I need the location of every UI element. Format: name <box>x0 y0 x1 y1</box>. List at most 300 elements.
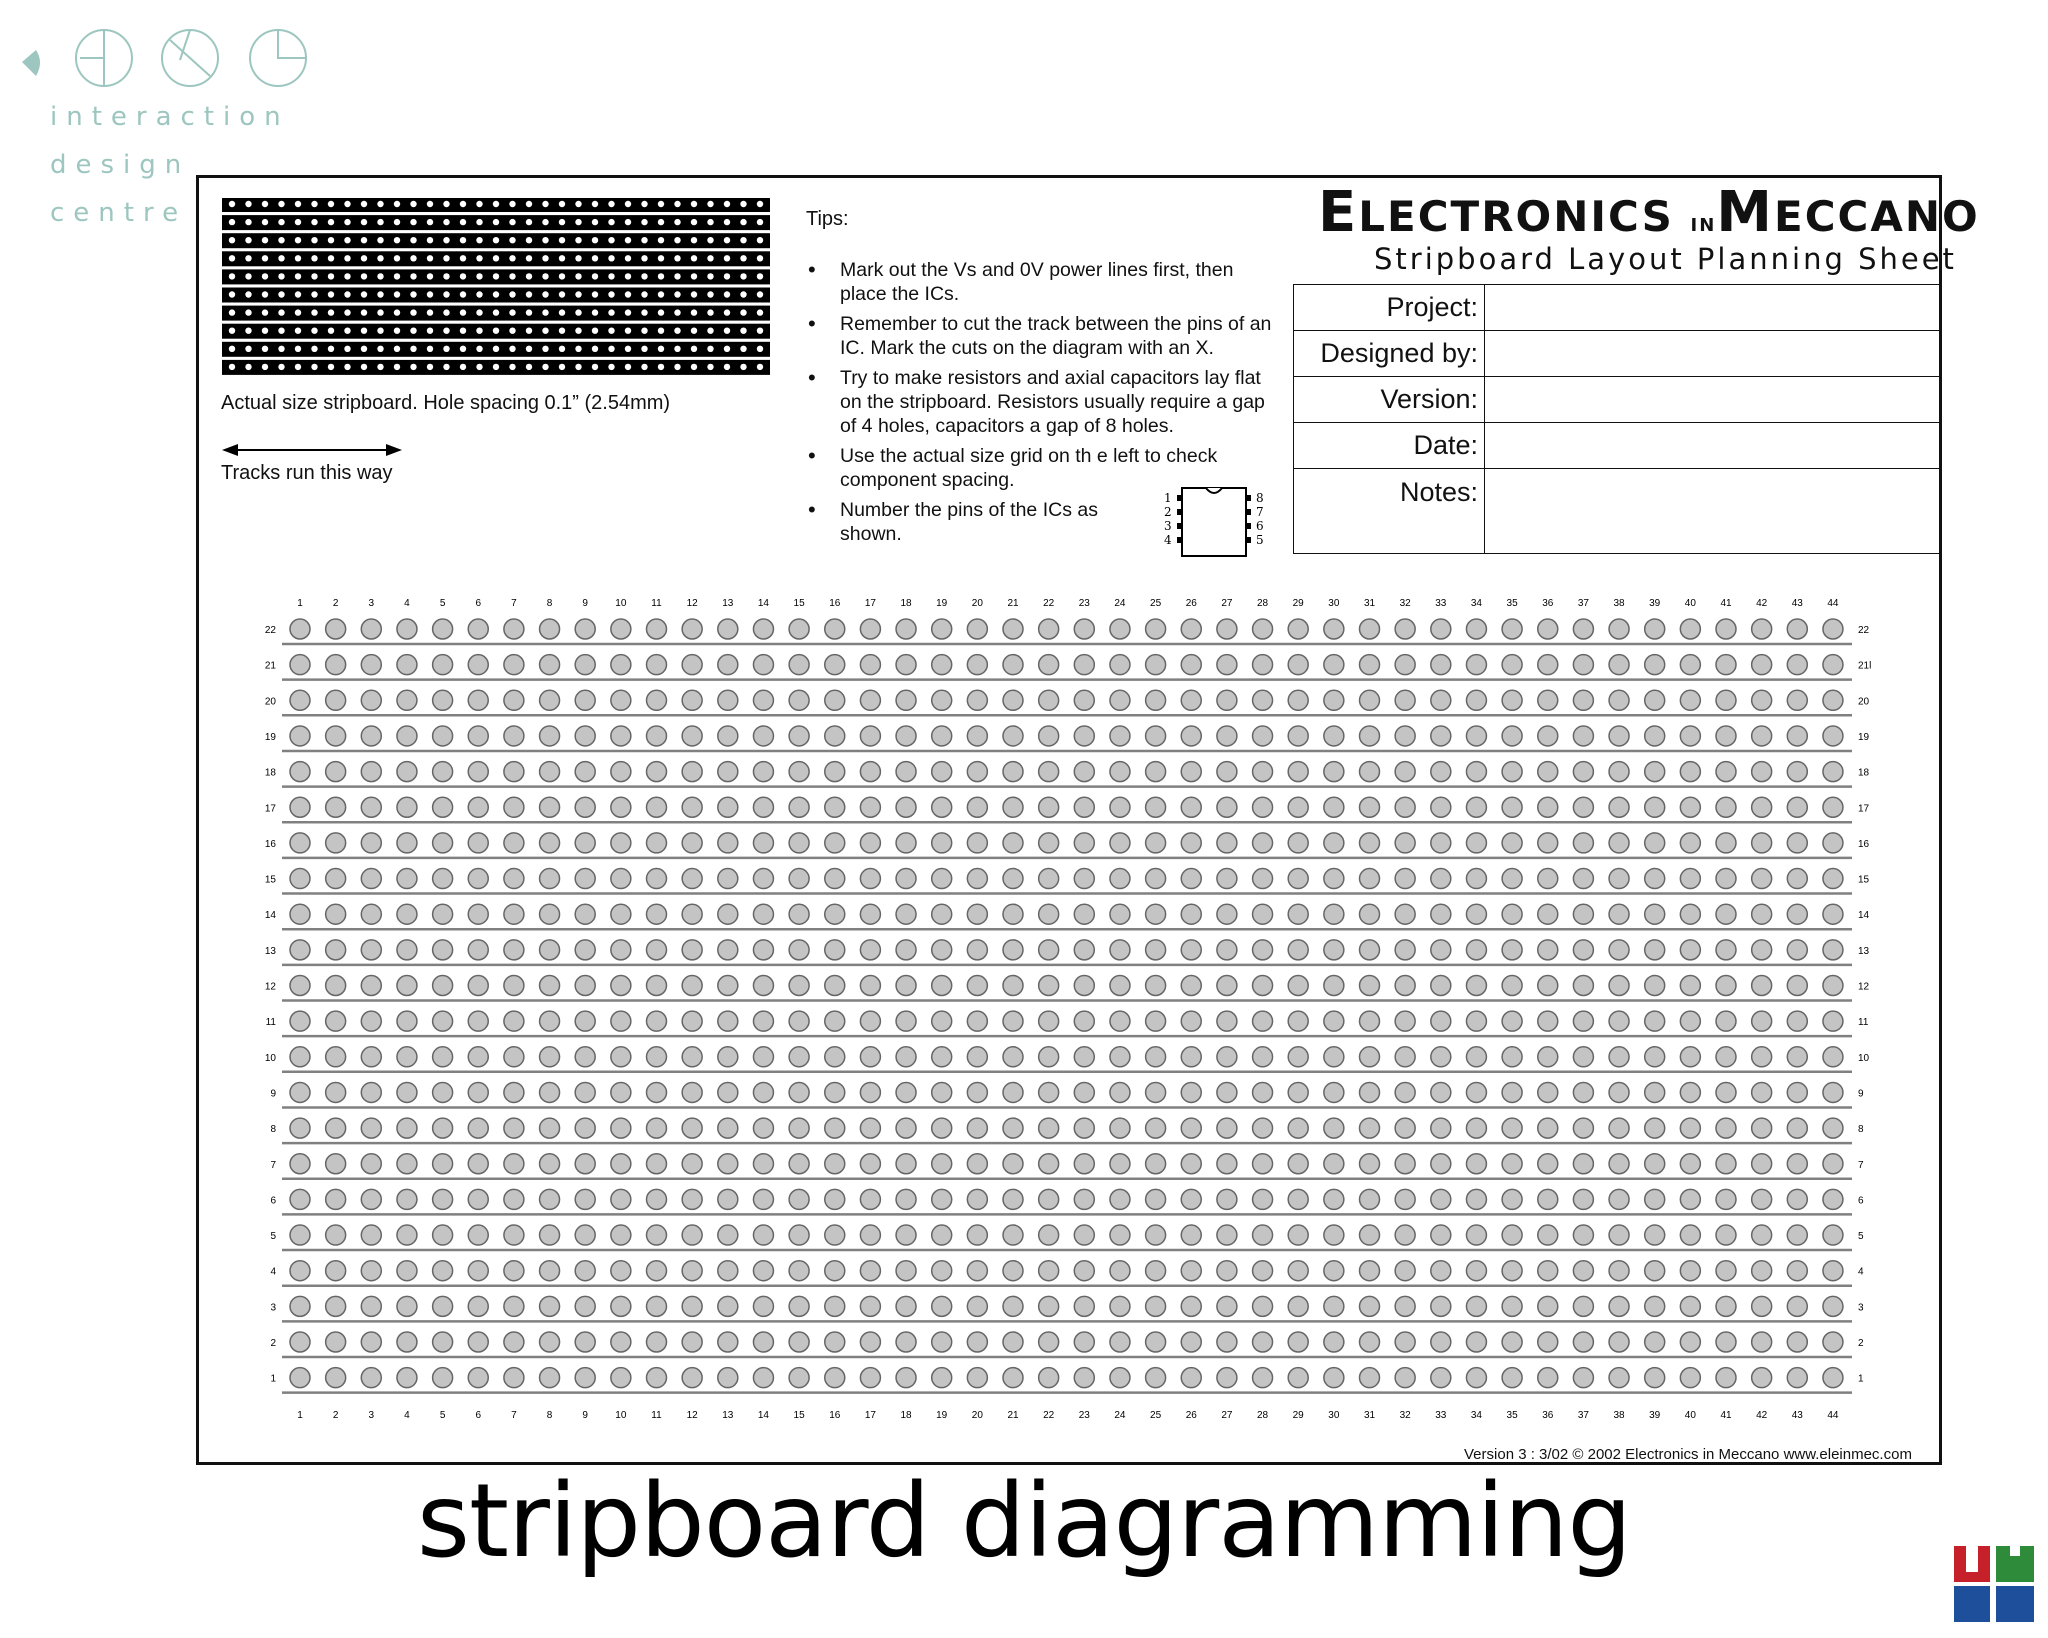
grid-hole[interactable] <box>1609 976 1629 996</box>
grid-hole[interactable] <box>1466 1189 1486 1209</box>
grid-hole[interactable] <box>718 904 738 924</box>
grid-hole[interactable] <box>397 1368 417 1388</box>
grid-hole[interactable] <box>397 1189 417 1209</box>
grid-hole[interactable] <box>682 726 702 746</box>
grid-hole[interactable] <box>1716 655 1736 675</box>
grid-hole[interactable] <box>825 976 845 996</box>
grid-hole[interactable] <box>1431 690 1451 710</box>
grid-hole[interactable] <box>753 1225 773 1245</box>
grid-hole[interactable] <box>1288 1368 1308 1388</box>
grid-hole[interactable] <box>1716 1011 1736 1031</box>
grid-hole[interactable] <box>468 976 488 996</box>
grid-hole[interactable] <box>789 904 809 924</box>
grid-hole[interactable] <box>825 1296 845 1316</box>
grid-hole[interactable] <box>1787 1154 1807 1174</box>
grid-hole[interactable] <box>504 1154 524 1174</box>
grid-hole[interactable] <box>753 1082 773 1102</box>
grid-hole[interactable] <box>433 976 453 996</box>
grid-hole[interactable] <box>1360 1368 1380 1388</box>
grid-hole[interactable] <box>1431 976 1451 996</box>
grid-hole[interactable] <box>1074 797 1094 817</box>
grid-hole[interactable] <box>1146 690 1166 710</box>
grid-hole[interactable] <box>1217 1082 1237 1102</box>
grid-hole[interactable] <box>1431 726 1451 746</box>
grid-hole[interactable] <box>1645 904 1665 924</box>
grid-hole[interactable] <box>1039 762 1059 782</box>
grid-hole[interactable] <box>1360 1261 1380 1281</box>
grid-hole[interactable] <box>611 1332 631 1352</box>
grid-hole[interactable] <box>1360 797 1380 817</box>
grid-hole[interactable] <box>1823 904 1843 924</box>
grid-hole[interactable] <box>290 655 310 675</box>
designed-by-field[interactable] <box>1485 331 1942 377</box>
grid-hole[interactable] <box>1716 1368 1736 1388</box>
grid-hole[interactable] <box>1146 1011 1166 1031</box>
grid-hole[interactable] <box>1752 1047 1772 1067</box>
grid-hole[interactable] <box>753 833 773 853</box>
grid-hole[interactable] <box>967 1082 987 1102</box>
grid-hole[interactable] <box>1680 1296 1700 1316</box>
grid-hole[interactable] <box>1716 726 1736 746</box>
grid-hole[interactable] <box>468 1118 488 1138</box>
grid-hole[interactable] <box>1431 1225 1451 1245</box>
grid-hole[interactable] <box>718 690 738 710</box>
grid-hole[interactable] <box>611 976 631 996</box>
grid-hole[interactable] <box>718 833 738 853</box>
grid-hole[interactable] <box>1752 1154 1772 1174</box>
grid-hole[interactable] <box>1823 655 1843 675</box>
grid-hole[interactable] <box>1609 1082 1629 1102</box>
grid-hole[interactable] <box>611 869 631 889</box>
grid-hole[interactable] <box>290 1154 310 1174</box>
grid-hole[interactable] <box>1466 1332 1486 1352</box>
grid-hole[interactable] <box>361 690 381 710</box>
grid-hole[interactable] <box>789 1261 809 1281</box>
grid-hole[interactable] <box>860 1189 880 1209</box>
grid-hole[interactable] <box>611 1296 631 1316</box>
grid-hole[interactable] <box>1217 1154 1237 1174</box>
grid-hole[interactable] <box>290 690 310 710</box>
grid-hole[interactable] <box>1288 869 1308 889</box>
grid-hole[interactable] <box>1466 1225 1486 1245</box>
grid-hole[interactable] <box>1502 619 1522 639</box>
grid-hole[interactable] <box>647 726 667 746</box>
grid-hole[interactable] <box>1538 1082 1558 1102</box>
grid-hole[interactable] <box>1253 1118 1273 1138</box>
grid-hole[interactable] <box>1146 1189 1166 1209</box>
grid-hole[interactable] <box>1039 1082 1059 1102</box>
grid-hole[interactable] <box>682 1225 702 1245</box>
grid-hole[interactable] <box>1288 1261 1308 1281</box>
grid-hole[interactable] <box>361 1225 381 1245</box>
grid-hole[interactable] <box>611 619 631 639</box>
grid-hole[interactable] <box>1431 1296 1451 1316</box>
grid-hole[interactable] <box>647 690 667 710</box>
grid-hole[interactable] <box>468 1296 488 1316</box>
grid-hole[interactable] <box>1431 1082 1451 1102</box>
grid-hole[interactable] <box>361 940 381 960</box>
grid-hole[interactable] <box>1680 690 1700 710</box>
grid-hole[interactable] <box>825 833 845 853</box>
grid-hole[interactable] <box>753 1368 773 1388</box>
grid-hole[interactable] <box>1431 940 1451 960</box>
grid-hole[interactable] <box>860 1332 880 1352</box>
grid-hole[interactable] <box>433 1332 453 1352</box>
grid-hole[interactable] <box>1645 1368 1665 1388</box>
grid-hole[interactable] <box>1181 726 1201 746</box>
grid-hole[interactable] <box>1466 762 1486 782</box>
grid-hole[interactable] <box>575 833 595 853</box>
grid-hole[interactable] <box>1538 619 1558 639</box>
grid-hole[interactable] <box>361 976 381 996</box>
grid-hole[interactable] <box>682 690 702 710</box>
grid-hole[interactable] <box>1395 1225 1415 1245</box>
grid-hole[interactable] <box>1609 797 1629 817</box>
grid-hole[interactable] <box>753 690 773 710</box>
grid-hole[interactable] <box>1538 1261 1558 1281</box>
grid-hole[interactable] <box>1360 976 1380 996</box>
grid-hole[interactable] <box>1324 1154 1344 1174</box>
grid-hole[interactable] <box>1752 940 1772 960</box>
grid-hole[interactable] <box>1110 1082 1130 1102</box>
grid-hole[interactable] <box>397 833 417 853</box>
grid-hole[interactable] <box>682 1082 702 1102</box>
grid-hole[interactable] <box>361 655 381 675</box>
grid-hole[interactable] <box>468 1368 488 1388</box>
grid-hole[interactable] <box>397 655 417 675</box>
grid-hole[interactable] <box>468 869 488 889</box>
grid-hole[interactable] <box>468 1189 488 1209</box>
grid-hole[interactable] <box>1823 690 1843 710</box>
grid-hole[interactable] <box>575 1296 595 1316</box>
grid-hole[interactable] <box>361 833 381 853</box>
grid-hole[interactable] <box>1502 904 1522 924</box>
grid-hole[interactable] <box>1074 869 1094 889</box>
grid-hole[interactable] <box>1110 726 1130 746</box>
grid-hole[interactable] <box>1466 726 1486 746</box>
grid-hole[interactable] <box>1253 1296 1273 1316</box>
grid-hole[interactable] <box>1502 1047 1522 1067</box>
grid-hole[interactable] <box>789 1154 809 1174</box>
grid-hole[interactable] <box>1823 1154 1843 1174</box>
grid-hole[interactable] <box>433 1225 453 1245</box>
grid-hole[interactable] <box>1003 1368 1023 1388</box>
grid-hole[interactable] <box>1716 1225 1736 1245</box>
grid-hole[interactable] <box>1074 762 1094 782</box>
grid-hole[interactable] <box>468 1082 488 1102</box>
grid-hole[interactable] <box>361 1189 381 1209</box>
grid-hole[interactable] <box>753 1118 773 1138</box>
grid-hole[interactable] <box>753 940 773 960</box>
grid-hole[interactable] <box>1466 940 1486 960</box>
grid-hole[interactable] <box>397 1332 417 1352</box>
grid-hole[interactable] <box>433 690 453 710</box>
grid-hole[interactable] <box>1752 690 1772 710</box>
grid-hole[interactable] <box>290 1011 310 1031</box>
grid-hole[interactable] <box>1752 1118 1772 1138</box>
grid-hole[interactable] <box>1502 1118 1522 1138</box>
grid-hole[interactable] <box>1645 976 1665 996</box>
grid-hole[interactable] <box>468 1011 488 1031</box>
grid-hole[interactable] <box>753 1332 773 1352</box>
grid-hole[interactable] <box>967 1189 987 1209</box>
grid-hole[interactable] <box>575 976 595 996</box>
grid-hole[interactable] <box>1787 904 1807 924</box>
grid-hole[interactable] <box>433 1118 453 1138</box>
grid-hole[interactable] <box>326 1154 346 1174</box>
grid-hole[interactable] <box>1609 1118 1629 1138</box>
grid-hole[interactable] <box>290 1047 310 1067</box>
grid-hole[interactable] <box>1752 797 1772 817</box>
grid-hole[interactable] <box>932 976 952 996</box>
grid-hole[interactable] <box>1003 726 1023 746</box>
grid-hole[interactable] <box>433 833 453 853</box>
grid-hole[interactable] <box>1360 655 1380 675</box>
grid-hole[interactable] <box>860 655 880 675</box>
grid-hole[interactable] <box>647 976 667 996</box>
grid-hole[interactable] <box>1395 904 1415 924</box>
grid-hole[interactable] <box>1752 1189 1772 1209</box>
grid-hole[interactable] <box>290 1082 310 1102</box>
grid-hole[interactable] <box>1645 619 1665 639</box>
grid-hole[interactable] <box>1538 762 1558 782</box>
grid-hole[interactable] <box>1039 1332 1059 1352</box>
grid-hole[interactable] <box>647 1225 667 1245</box>
grid-hole[interactable] <box>1573 1261 1593 1281</box>
grid-hole[interactable] <box>1645 726 1665 746</box>
grid-hole[interactable] <box>1823 1225 1843 1245</box>
grid-hole[interactable] <box>1716 1154 1736 1174</box>
grid-hole[interactable] <box>1039 904 1059 924</box>
grid-hole[interactable] <box>1146 762 1166 782</box>
grid-hole[interactable] <box>504 726 524 746</box>
grid-hole[interactable] <box>468 904 488 924</box>
grid-hole[interactable] <box>1360 619 1380 639</box>
grid-hole[interactable] <box>1502 1225 1522 1245</box>
grid-hole[interactable] <box>1217 904 1237 924</box>
grid-hole[interactable] <box>1003 1011 1023 1031</box>
grid-hole[interactable] <box>1609 762 1629 782</box>
grid-hole[interactable] <box>1395 762 1415 782</box>
grid-hole[interactable] <box>1146 833 1166 853</box>
grid-hole[interactable] <box>1324 940 1344 960</box>
grid-hole[interactable] <box>682 797 702 817</box>
grid-hole[interactable] <box>1680 1047 1700 1067</box>
grid-hole[interactable] <box>468 1154 488 1174</box>
grid-hole[interactable] <box>1217 1225 1237 1245</box>
grid-hole[interactable] <box>1752 1296 1772 1316</box>
grid-hole[interactable] <box>326 1047 346 1067</box>
grid-hole[interactable] <box>1680 1118 1700 1138</box>
grid-hole[interactable] <box>860 869 880 889</box>
grid-hole[interactable] <box>1573 1082 1593 1102</box>
grid-hole[interactable] <box>361 1082 381 1102</box>
grid-hole[interactable] <box>1217 1047 1237 1067</box>
date-field[interactable] <box>1485 423 1942 469</box>
grid-hole[interactable] <box>825 940 845 960</box>
grid-hole[interactable] <box>1324 1189 1344 1209</box>
grid-hole[interactable] <box>1502 940 1522 960</box>
grid-hole[interactable] <box>1395 1296 1415 1316</box>
grid-hole[interactable] <box>1680 797 1700 817</box>
grid-hole[interactable] <box>1288 619 1308 639</box>
grid-hole[interactable] <box>1039 797 1059 817</box>
grid-hole[interactable] <box>575 797 595 817</box>
grid-hole[interactable] <box>682 940 702 960</box>
grid-hole[interactable] <box>433 1011 453 1031</box>
grid-hole[interactable] <box>611 1047 631 1067</box>
grid-hole[interactable] <box>504 655 524 675</box>
grid-hole[interactable] <box>1466 976 1486 996</box>
grid-hole[interactable] <box>575 904 595 924</box>
grid-hole[interactable] <box>1253 797 1273 817</box>
grid-hole[interactable] <box>504 1296 524 1316</box>
grid-hole[interactable] <box>361 1047 381 1067</box>
grid-hole[interactable] <box>682 1154 702 1174</box>
grid-hole[interactable] <box>1609 1296 1629 1316</box>
grid-hole[interactable] <box>1645 762 1665 782</box>
grid-hole[interactable] <box>932 690 952 710</box>
grid-hole[interactable] <box>1573 1189 1593 1209</box>
grid-hole[interactable] <box>825 1011 845 1031</box>
grid-hole[interactable] <box>1680 1225 1700 1245</box>
grid-hole[interactable] <box>290 869 310 889</box>
grid-hole[interactable] <box>896 833 916 853</box>
grid-hole[interactable] <box>1466 1082 1486 1102</box>
grid-hole[interactable] <box>718 1082 738 1102</box>
grid-hole[interactable] <box>468 1047 488 1067</box>
grid-hole[interactable] <box>789 797 809 817</box>
grid-hole[interactable] <box>433 1082 453 1102</box>
grid-hole[interactable] <box>789 690 809 710</box>
grid-hole[interactable] <box>1110 1189 1130 1209</box>
grid-hole[interactable] <box>1074 1225 1094 1245</box>
grid-hole[interactable] <box>1288 655 1308 675</box>
grid-hole[interactable] <box>753 1189 773 1209</box>
grid-hole[interactable] <box>1360 1011 1380 1031</box>
grid-hole[interactable] <box>1538 1332 1558 1352</box>
grid-hole[interactable] <box>1217 833 1237 853</box>
grid-hole[interactable] <box>290 976 310 996</box>
grid-hole[interactable] <box>361 1118 381 1138</box>
grid-hole[interactable] <box>860 690 880 710</box>
grid-hole[interactable] <box>1360 1154 1380 1174</box>
grid-hole[interactable] <box>1288 690 1308 710</box>
grid-hole[interactable] <box>504 1118 524 1138</box>
grid-hole[interactable] <box>1680 1189 1700 1209</box>
grid-hole[interactable] <box>1288 904 1308 924</box>
grid-hole[interactable] <box>1823 833 1843 853</box>
grid-hole[interactable] <box>647 762 667 782</box>
grid-hole[interactable] <box>1466 1261 1486 1281</box>
grid-hole[interactable] <box>1431 869 1451 889</box>
grid-hole[interactable] <box>718 1296 738 1316</box>
grid-hole[interactable] <box>682 655 702 675</box>
grid-hole[interactable] <box>1360 1189 1380 1209</box>
grid-hole[interactable] <box>1039 1296 1059 1316</box>
grid-hole[interactable] <box>1538 1118 1558 1138</box>
grid-hole[interactable] <box>1074 1189 1094 1209</box>
grid-hole[interactable] <box>1431 1047 1451 1067</box>
grid-hole[interactable] <box>1181 1296 1201 1316</box>
grid-hole[interactable] <box>682 1189 702 1209</box>
grid-hole[interactable] <box>361 1261 381 1281</box>
grid-hole[interactable] <box>1181 797 1201 817</box>
grid-hole[interactable] <box>1181 833 1201 853</box>
grid-hole[interactable] <box>860 726 880 746</box>
grid-hole[interactable] <box>1609 833 1629 853</box>
grid-hole[interactable] <box>825 869 845 889</box>
grid-hole[interactable] <box>896 1154 916 1174</box>
grid-hole[interactable] <box>326 1118 346 1138</box>
grid-hole[interactable] <box>611 797 631 817</box>
grid-hole[interactable] <box>1823 1296 1843 1316</box>
grid-hole[interactable] <box>1324 833 1344 853</box>
grid-hole[interactable] <box>1253 869 1273 889</box>
grid-hole[interactable] <box>1680 619 1700 639</box>
grid-hole[interactable] <box>1039 1154 1059 1174</box>
grid-hole[interactable] <box>326 869 346 889</box>
grid-hole[interactable] <box>1074 1047 1094 1067</box>
grid-hole[interactable] <box>967 1118 987 1138</box>
grid-hole[interactable] <box>1395 690 1415 710</box>
grid-hole[interactable] <box>860 1047 880 1067</box>
grid-hole[interactable] <box>1502 762 1522 782</box>
grid-hole[interactable] <box>1538 1296 1558 1316</box>
grid-hole[interactable] <box>932 655 952 675</box>
grid-hole[interactable] <box>1716 762 1736 782</box>
grid-hole[interactable] <box>326 833 346 853</box>
grid-hole[interactable] <box>326 619 346 639</box>
grid-hole[interactable] <box>1645 1118 1665 1138</box>
grid-hole[interactable] <box>1146 1261 1166 1281</box>
grid-hole[interactable] <box>1324 1368 1344 1388</box>
project-field[interactable] <box>1485 285 1942 331</box>
grid-hole[interactable] <box>1146 940 1166 960</box>
grid-hole[interactable] <box>718 1368 738 1388</box>
grid-hole[interactable] <box>1324 726 1344 746</box>
grid-hole[interactable] <box>1466 690 1486 710</box>
grid-hole[interactable] <box>1645 1082 1665 1102</box>
grid-hole[interactable] <box>1573 1047 1593 1067</box>
grid-hole[interactable] <box>932 619 952 639</box>
grid-hole[interactable] <box>540 1154 560 1174</box>
grid-hole[interactable] <box>1787 1011 1807 1031</box>
grid-hole[interactable] <box>361 1154 381 1174</box>
grid-hole[interactable] <box>1324 1118 1344 1138</box>
grid-hole[interactable] <box>1823 1261 1843 1281</box>
grid-hole[interactable] <box>361 619 381 639</box>
grid-hole[interactable] <box>896 1332 916 1352</box>
grid-hole[interactable] <box>1181 1368 1201 1388</box>
grid-hole[interactable] <box>1217 1011 1237 1031</box>
grid-hole[interactable] <box>1181 1118 1201 1138</box>
grid-hole[interactable] <box>504 833 524 853</box>
grid-hole[interactable] <box>825 1082 845 1102</box>
grid-hole[interactable] <box>575 869 595 889</box>
grid-hole[interactable] <box>1181 690 1201 710</box>
grid-hole[interactable] <box>1466 1047 1486 1067</box>
grid-hole[interactable] <box>1253 690 1273 710</box>
grid-hole[interactable] <box>1431 1118 1451 1138</box>
grid-hole[interactable] <box>932 1047 952 1067</box>
grid-hole[interactable] <box>1502 869 1522 889</box>
grid-hole[interactable] <box>326 762 346 782</box>
grid-hole[interactable] <box>1288 1189 1308 1209</box>
grid-hole[interactable] <box>1609 1047 1629 1067</box>
grid-hole[interactable] <box>1680 726 1700 746</box>
grid-hole[interactable] <box>611 1154 631 1174</box>
